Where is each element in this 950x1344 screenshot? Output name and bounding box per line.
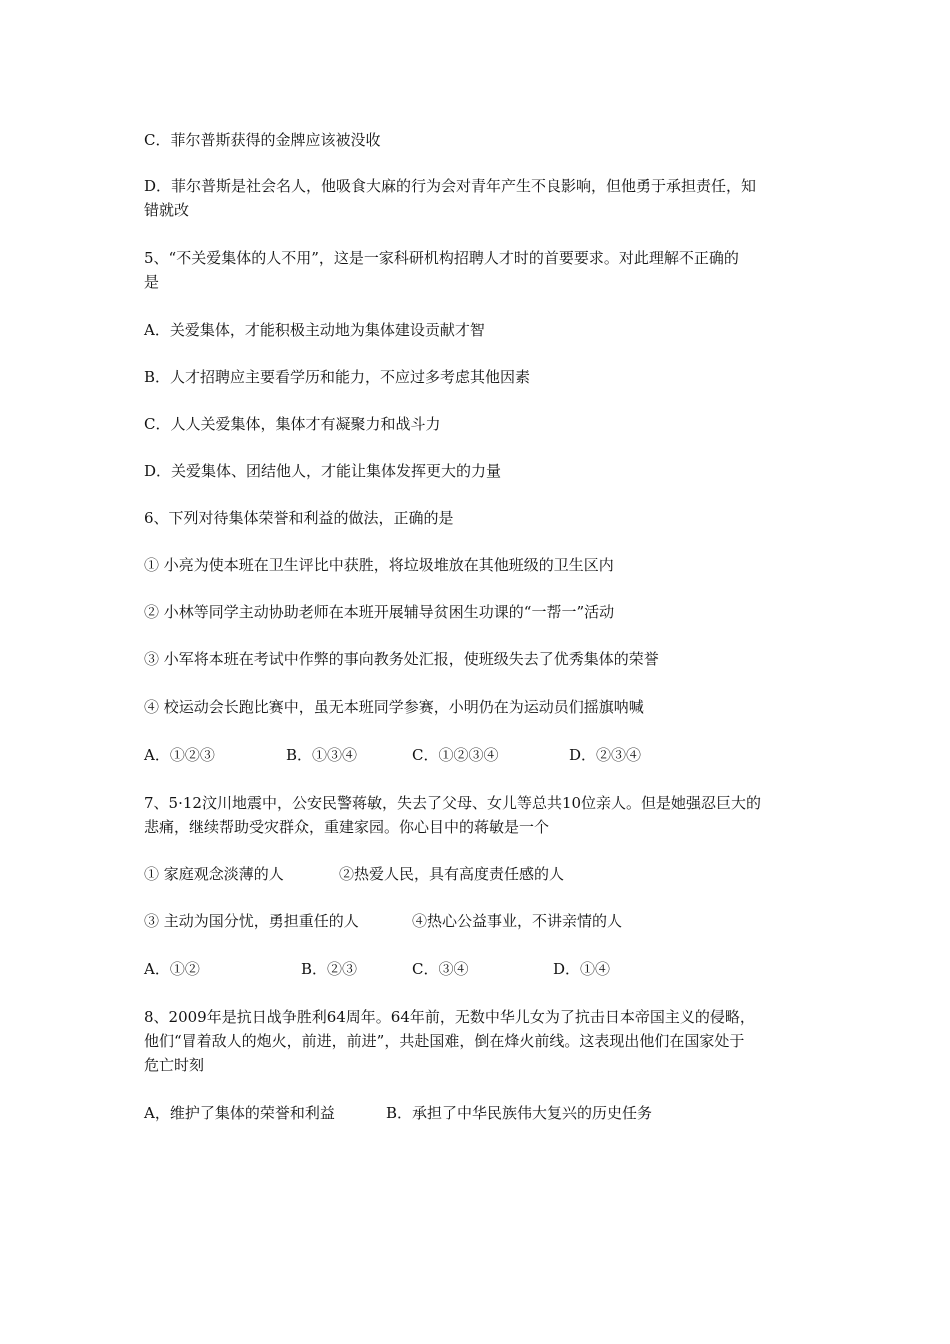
q4-option-d: D．菲尔普斯是社会名人，他吸食大麻的行为会对青年产生不良影响，但他勇于承担责任，知 [144,177,757,195]
q7-option-d: D．①④ [553,960,611,978]
q7-option-b: B．②③ [301,960,358,978]
q8-option-b: B．承担了中华民族伟大复兴的历史任务 [386,1104,653,1122]
q7-stem: 7、5·12汶川地震中，公安民警蒋敏，失去了父母、女儿等总共10位亲人。但是她强忍巨大的 [144,794,762,812]
q4-option-c: C．菲尔普斯获得的金牌应该被没收 [144,131,381,149]
q6-option-b: B．①③④ [286,746,358,764]
q5-option-d: D．关爱集体、团结他人，才能让集体发挥更大的力量 [144,462,502,480]
q8-options [144,1100,652,1126]
q7-statements-row-1 [144,861,564,887]
q6-option-c: C．①②③④ [412,746,499,764]
q6-statement-1: ① 小亮为使本班在卫生评比中获胜，将垃圾堆放在其他班级的卫生区内 [144,556,614,574]
q8-option-a: A，维护了集体的荣誉和利益 [144,1104,335,1122]
q7-option-c: C．③④ [412,960,469,978]
q5-option-b: B．人才招聘应主要看学历和能力，不应过多考虑其他因素 [144,368,531,386]
q8-stem-cont-2: 危亡时刻 [144,1056,205,1074]
q4-option-d-cont: 错就改 [144,201,190,219]
q5-stem-cont: 是 [144,273,160,291]
q8-stem: 8、2009年是抗日战争胜利64周年。64年前，无数中华儿女为了抗击日本帝国主义的侵略， [144,1008,755,1026]
q6-options [144,742,641,768]
q7-option-a: A．①② [144,960,200,978]
q6-stem: 6、下列对待集体荣誉和利益的做法，正确的是 [144,509,454,527]
q7-statement-2: ②热爱人民，具有高度责任感的人 [339,865,565,883]
q7-options [144,956,610,982]
q7-statement-1: ① 家庭观念淡薄的人 [144,865,284,883]
q8-stem-cont-1: 他们“冒着敌人的炮火，前进，前进”，共赴国难，倒在烽火前线。这表现出他们在国家处于 [144,1032,745,1050]
q7-stem-cont: 悲痛，继续帮助受灾群众，重建家园。你心目中的蒋敏是一个 [144,818,550,836]
q5-option-a: A．关爱集体，才能积极主动地为集体建设贡献才智 [144,321,485,339]
q6-statement-2: ② 小林等同学主动协助老师在本班开展辅导贫困生功课的“一帮一”活动 [144,603,615,621]
q6-statement-4: ④ 校运动会长跑比赛中，虽无本班同学参赛，小明仍在为运动员们摇旗呐喊 [144,698,644,716]
q5-stem: 5、“不关爱集体的人不用”，这是一家科研机构招聘人才时的首要要求。对此理解不正确的 [144,249,739,267]
q6-statement-3: ③ 小军将本班在考试中作弊的事向教务处汇报，使班级失去了优秀集体的荣誉 [144,650,659,668]
q6-option-a: A．①②③ [144,746,215,764]
q7-statement-4: ④热心公益事业，不讲亲情的人 [412,912,623,930]
q7-statement-3: ③ 主动为国分忧，勇担重任的人 [144,912,359,930]
q7-statements-row-2 [144,908,622,934]
q5-option-c: C．人人关爱集体，集体才有凝聚力和战斗力 [144,415,441,433]
q6-option-d: D．②③④ [569,746,642,764]
